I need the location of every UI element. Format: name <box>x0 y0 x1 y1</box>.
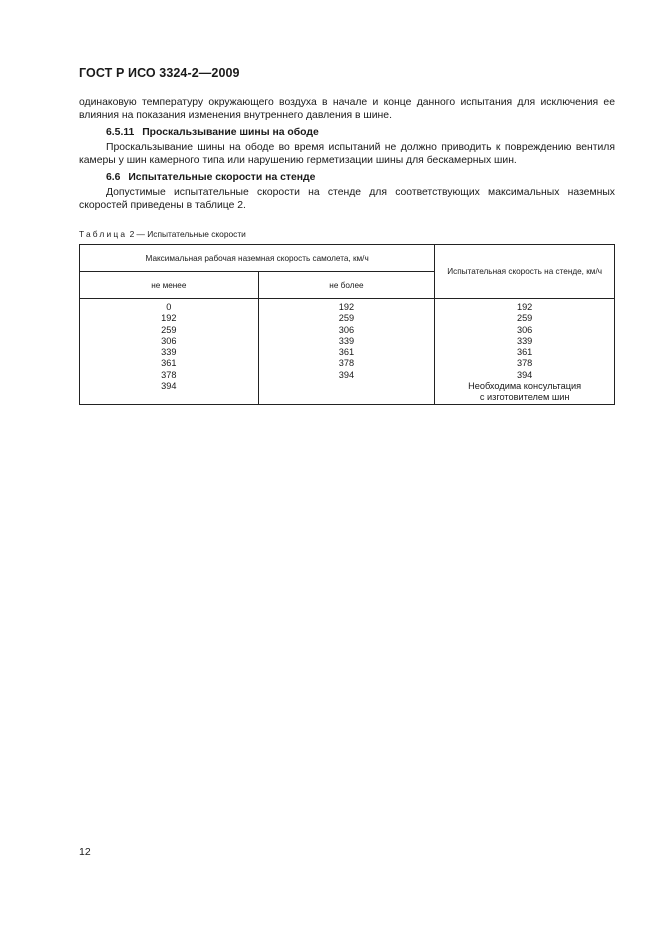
document-header: ГОСТ Р ИСО 3324-2—2009 <box>79 66 240 80</box>
max-values-cell <box>258 299 435 405</box>
table-caption <box>79 229 246 239</box>
section-number: 6.5.11 <box>106 127 135 138</box>
section-heading-6-6 <box>106 171 615 184</box>
table-caption-label: Таблица <box>79 229 128 239</box>
min-values-cell <box>80 299 259 405</box>
table-cell-value: 361 <box>161 358 177 369</box>
paragraph-test-speeds: Допустимые испытательные скорости на стенде для соответствующих максимальных наземных скоростей приведены в таблице 2. <box>79 187 615 211</box>
section-title: Испытательные скорости на стенде <box>128 172 316 183</box>
table-cell-value: с изготовителем шин <box>479 392 570 403</box>
test-values-cell <box>435 299 615 405</box>
table-cell-value: 339 <box>516 335 533 346</box>
header-min: не менее <box>80 272 259 299</box>
table-cell-value: 192 <box>338 302 355 312</box>
section-number: 6.6 <box>106 172 121 183</box>
table-cell-value: 394 <box>338 369 355 380</box>
table-header-row <box>80 245 615 272</box>
header-test-speed: Испытательная скорость на стенде, км/ч <box>435 245 615 299</box>
table-cell-value: 306 <box>516 324 533 335</box>
table-cell-value: 306 <box>338 324 355 335</box>
table-cell-value: 394 <box>161 381 177 392</box>
table-cell-value: 361 <box>338 347 355 358</box>
section-title: Проскальзывание шины на ободе <box>142 127 319 138</box>
table-cell-value: 394 <box>516 369 533 380</box>
table-data-row <box>80 299 615 405</box>
header-max-ground-speed: Максимальная рабочая наземная скорость самолета, км/ч <box>80 245 435 272</box>
table-cell-value: 378 <box>161 369 177 380</box>
table-caption-text: 2 — Испытательные скорости <box>127 229 246 239</box>
table-cell-value: Необходима консультация <box>468 381 582 392</box>
section-heading-6-5-11 <box>106 126 615 139</box>
paragraph-intro: одинаковую температуру окружающего воздуха в начале и конце данного испытания для исключения ее влияния на показания изменения внутреннего давления в шине. <box>79 97 615 121</box>
page-number: 12 <box>79 846 91 858</box>
table-cell-value: 259 <box>516 313 533 324</box>
table-cell-value: 192 <box>516 302 533 312</box>
table-cell-value: 259 <box>338 313 355 324</box>
table-cell-value: 192 <box>161 313 177 324</box>
table-cell-value: 361 <box>516 347 533 358</box>
paragraph-tire-slip: Проскальзывание шины на ободе во время испытаний не должно приводить к повреждению вентиля камеры у шин камерного типа или нарушению герметизации шины для бескамерных шин. <box>79 142 615 166</box>
speeds-table <box>79 244 615 405</box>
table-cell-value: 0 <box>166 302 172 312</box>
header-max: не более <box>258 272 435 299</box>
document-body <box>79 96 615 212</box>
table-cell-value: 339 <box>161 347 177 358</box>
table-cell-value: 378 <box>338 358 355 369</box>
table-cell-value: 378 <box>516 358 533 369</box>
table-cell-value: 259 <box>161 324 177 335</box>
table-cell-value: 339 <box>338 335 355 346</box>
table-cell-value: 306 <box>161 335 177 346</box>
